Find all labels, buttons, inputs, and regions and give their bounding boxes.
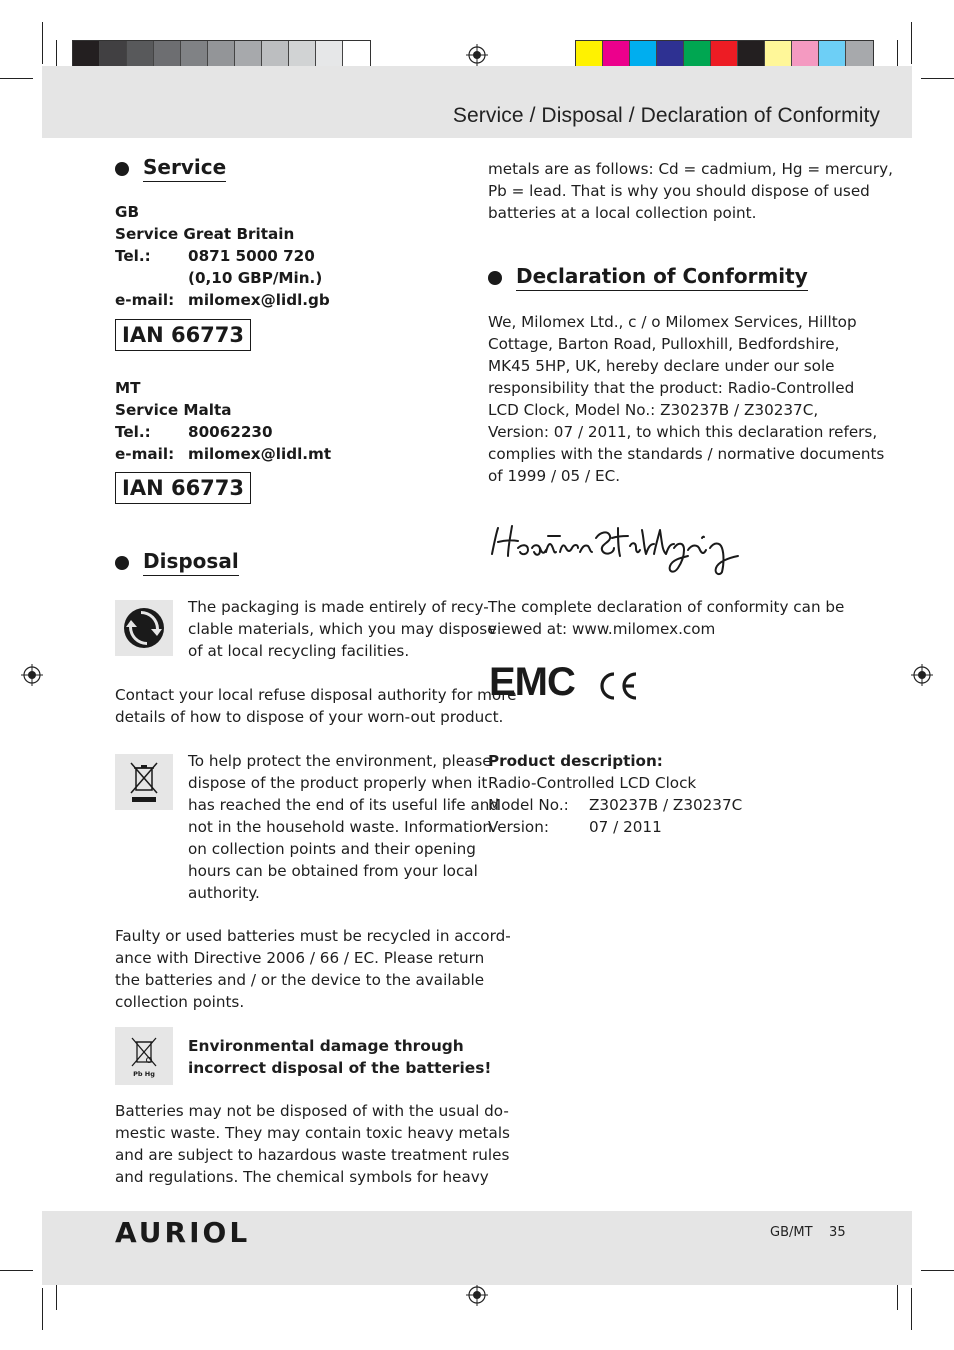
packaging-text: The packaging is made entirely of recy- clable materials, which you may dispose of at local recycling facilities. (188, 598, 497, 660)
gb-phone: 0871 5000 720 (188, 247, 315, 265)
emc-mark: EMC (489, 660, 575, 704)
color-swatch (235, 41, 262, 69)
crop-mark (921, 78, 954, 79)
model-number: Z30237B / Z30237C (589, 796, 743, 814)
registration-mark-icon (466, 1284, 488, 1306)
crop-mark (911, 1288, 912, 1330)
metals-continued-text: metals are as follows: Cd = cadmium, Hg = mercury, Pb = lead. That is why you should dispose of used batteries at a local collection point. (488, 160, 893, 222)
product-disposal-text: To help protect the environment, please dispose of the product properly when it has reached the end of its useful life and not in the household waste. Information on collection points and their opening hours can be obtained from your local authority. (188, 752, 500, 902)
color-swatch (792, 41, 819, 69)
crossed-bin-icon (126, 759, 162, 805)
battery-icon-label: Pb Hg (133, 1070, 155, 1078)
color-swatch (316, 41, 343, 69)
color-swatch (208, 41, 235, 69)
contact-authority-text: Contact your local refuse disposal authority for more details of how to dispose of your worn-out product. (115, 686, 517, 726)
color-swatch (819, 41, 846, 69)
ian-box: IAN 66773 (115, 319, 251, 351)
registration-mark-icon (911, 664, 933, 686)
page-number: GB/MT 35 (770, 1225, 846, 1240)
color-swatch (711, 41, 738, 69)
crop-mark (42, 1288, 43, 1330)
color-swatch (73, 41, 100, 69)
mt-email: milomex@lidl.mt (188, 445, 332, 463)
batteries-recycle-text: Faulty or used batteries must be recycled in accord- ance with Directive 2006 / 66 / EC. Please return the batteries and / or the device to the available collection points. (115, 927, 511, 1011)
page-title: Service / Disposal / Declaration of Conformity (452, 104, 880, 127)
ce-mark-icon (596, 670, 638, 702)
battery-warning: Environmental damage through incorrect disposal of the batteries! (188, 1037, 492, 1077)
color-swatch (343, 41, 370, 69)
crop-mark (921, 1270, 954, 1271)
color-swatch (289, 41, 316, 69)
color-swatch (262, 41, 289, 69)
crop-mark (0, 1270, 33, 1271)
crop-mark (42, 22, 43, 64)
crop-mark (0, 78, 33, 79)
weee-icon-box (115, 754, 173, 810)
color-swatch (154, 41, 181, 69)
color-swatch (100, 41, 127, 69)
ian-box: IAN 66773 (115, 472, 251, 504)
crossed-battery-bin-icon (128, 1034, 160, 1074)
service-mt-block: MT Service Malta Tel.: 80062230 e-mail: milomex@lidl.mt (115, 379, 332, 463)
registration-mark-icon (21, 664, 43, 686)
auriol-logo: AURIOL (115, 1216, 251, 1249)
crop-mark (911, 22, 912, 64)
service-gb-block: GB Service Great Britain Tel.: 0871 5000 720 (0,10 GBP/Min.) e-mail: milomex@lidl.gb (115, 203, 330, 309)
bullet-icon (488, 271, 502, 285)
color-swatch (630, 41, 657, 69)
color-swatch (738, 41, 765, 69)
bullet-icon (115, 556, 129, 570)
declaration-viewed-text: The complete declaration of conformity can be viewed at: www.milomex.com (488, 598, 845, 638)
gb-email: milomex@lidl.gb (188, 291, 330, 309)
color-swatch (127, 41, 154, 69)
recycling-icon (122, 606, 166, 650)
version-number: 07 / 2011 (589, 818, 662, 836)
color-swatch (657, 41, 684, 69)
color-swatch (576, 41, 603, 69)
service-heading: Service (115, 155, 226, 182)
battery-icon-box (115, 1027, 173, 1085)
registration-mark-icon (466, 44, 488, 66)
color-swatch (181, 41, 208, 69)
color-swatch (846, 41, 873, 69)
recycling-icon-box (115, 600, 173, 656)
color-swatch (684, 41, 711, 69)
toxic-metals-text: Batteries may not be disposed of with the usual do- mestic waste. They may contain toxic heavy metals and are subject to hazardous waste treatment rules and regulations. The chemical symbols for heavy (115, 1102, 510, 1186)
color-swatch (765, 41, 792, 69)
color-swatch (603, 41, 630, 69)
bullet-icon (115, 162, 129, 176)
product-description: Product description: Radio-Controlled LCD Clock Model No.: Z30237B / Z30237C Version: 07 / 2011 (488, 752, 743, 836)
signature-image (488, 514, 748, 576)
disposal-heading: Disposal (115, 549, 239, 576)
declaration-body: We, Milomex Ltd., c / o Milomex Services, Hilltop Cottage, Barton Road, Pulloxhill, Bedfordshire, MK45 5HP, UK, hereby declare under our sole responsibility that the product: Radio-Controlled LCD Clock, Model No.: Z30237B / Z30237C, Version: 07 / 2011, to which this declaration refers, complies with the standards / normative documents of 1999 / 05 / EC. (488, 313, 885, 485)
declaration-heading: Declaration of Conformity (488, 264, 808, 291)
mt-phone: 80062230 (188, 423, 273, 441)
